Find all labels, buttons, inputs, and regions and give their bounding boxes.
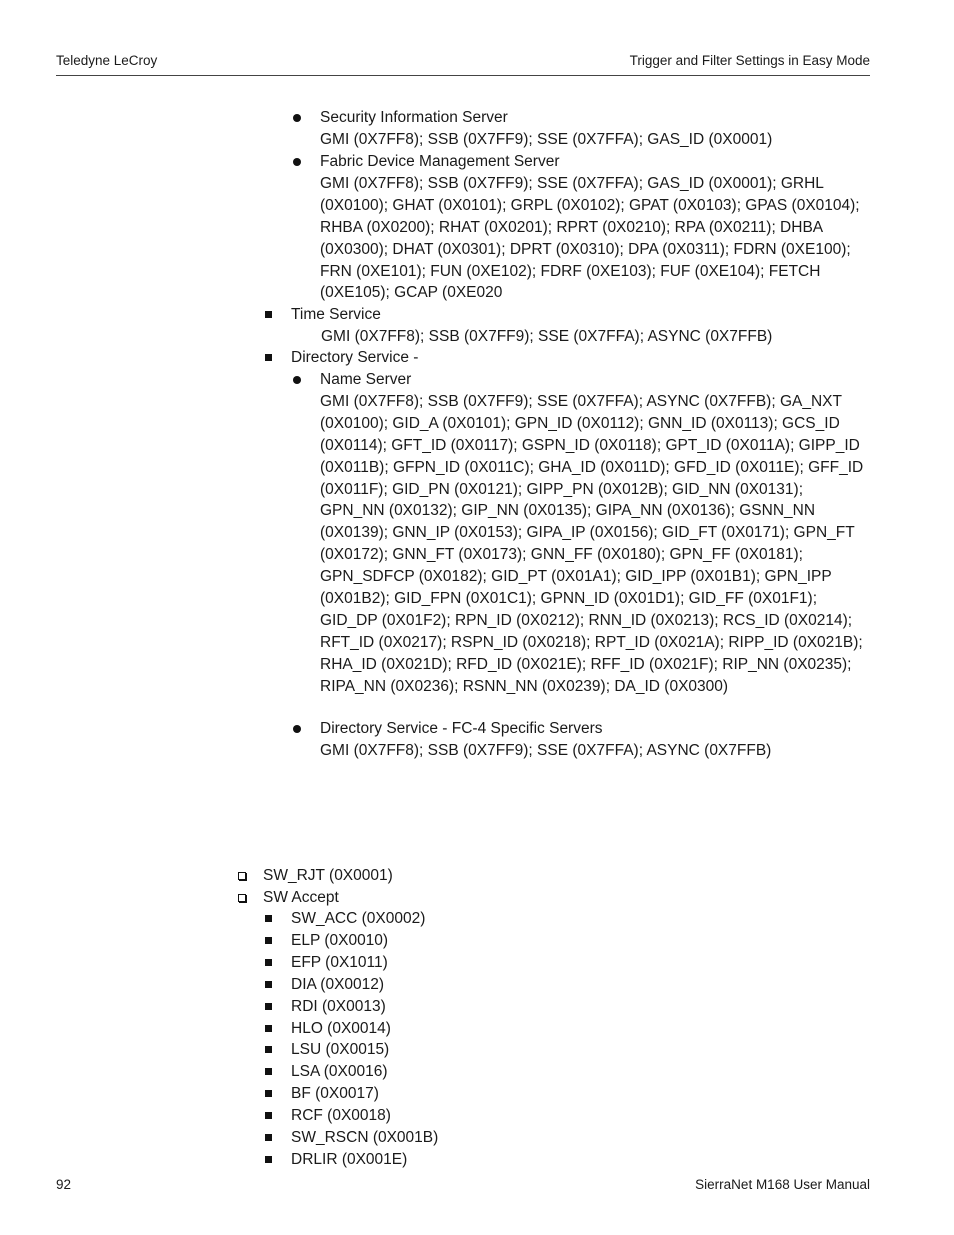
list-item: LSA (0X0016) — [291, 1061, 871, 1083]
header-section-title: Trigger and Filter Settings in Easy Mode — [629, 53, 870, 68]
item-title: Directory Service - — [291, 349, 419, 366]
bullet-square-icon — [265, 1090, 272, 1097]
list-item: RCF (0X0018) — [291, 1105, 871, 1127]
bullet-square-icon — [265, 937, 272, 944]
bullet-dot-icon — [293, 725, 301, 733]
item-title: Fabric Device Management Server — [320, 153, 560, 170]
item-codes: GMI (0X7FF8); SSB (0X7FF9); SSE (0X7FFA); GAS_ID (0X0001) — [320, 130, 773, 148]
list-item: ELP (0X0010) — [291, 930, 871, 952]
footer-manual-title: SierraNet M168 User Manual — [695, 1177, 870, 1192]
page-number: 92 — [56, 1177, 72, 1192]
security-server-item — [320, 107, 870, 151]
checkbox-bullet-icon — [238, 872, 246, 880]
bullet-dot-icon — [293, 158, 301, 166]
list-item: SW_RSCN (0X001B) — [291, 1127, 871, 1149]
item-codes: GMI (0X7FF8); SSB (0X7FF9); SSE (0X7FFA); ASYNC (0X7FFB); GA_NXT (0X0100); GID_A (0X0101); GPN_ID (0X0112); GNN_ID (0X0113); GCS_ID (0X0114); GFT_ID (0X0117); GSPN_ID (0X0118); GPT_ID (0X011A); GIPP_ID (0X011B); GFPN_ID (0X011C); GHA_ID (0X011D); GFD_ID (0X011E); GFF_ID (0X011F); GID_PN (0X0121); GIPP_PN (0X012B); GID_NN (0X0131); GPN_NN (0X0132); GIP_NN (0X0135); GIPA_NN (0X0136); GSNN_NN (0X0139); GNN_IP (0X0153); GIPA_IP (0X0156); GID_FT (0X0171); GPN_FT (0X0172); GNN_FT (0X0173); GNN_FF (0X0180); GPN_FF (0X0181); GPN_SDFCP (0X0182); GID_PT (0X01A1); GID_IPP (0X01B1); GPN_IPP (0X01B2); GID_FPN (0X01C1); GPNN_ID (0X01D1); GID_FF (0X01F1); GID_DP (0X01F2); RPN_ID (0X0212); RNN_ID (0X0213); RCS_ID (0X0214); RFT_ID (0X0217); RSPN_ID (0X0218); RPT_ID (0X021A); RIPP_ID (0X021B); RHA_ID (0X021D); RFD_ID (0X021E); RFF_ID (0X021F); RIP_NN (0X0235); RIPA_NN (0X0236); RSNN_NN (0X0239); DA_ID (0X0300) — [320, 392, 864, 695]
item-title: Security Information Server — [320, 109, 508, 126]
bullet-square-icon — [265, 311, 272, 318]
sw-rjt-item — [263, 865, 863, 887]
bullet-square-icon — [265, 915, 272, 922]
bullet-square-icon — [265, 354, 272, 361]
item-title: Time Service — [291, 306, 381, 323]
item-codes: GMI (0X7FF8); SSB (0X7FF9); SSE (0X7FFA); ASYNC (0X7FFB) — [320, 741, 772, 759]
fabric-server-item — [320, 151, 870, 304]
list-item: DIA (0X0012) — [291, 974, 871, 996]
bullet-square-icon — [265, 1046, 272, 1053]
bullet-square-icon — [265, 981, 272, 988]
bullet-square-icon — [265, 959, 272, 966]
name-server-item — [320, 369, 870, 698]
fc4-servers-item — [320, 718, 870, 762]
header-company: Teledyne LeCroy — [56, 53, 158, 68]
bullet-square-icon — [265, 1112, 272, 1119]
item-title: SW_RJT (0X0001) — [263, 867, 393, 884]
list-item: RDI (0X0013) — [291, 996, 871, 1018]
item-title: Directory Service - FC-4 Specific Servers — [320, 720, 603, 737]
bullet-dot-icon — [293, 114, 301, 122]
list-item: BF (0X0017) — [291, 1083, 871, 1105]
list-item: DRLIR (0X001E) — [291, 1149, 871, 1171]
item-title: SW Accept — [263, 889, 339, 906]
bullet-square-icon — [265, 1003, 272, 1010]
directory-service-item — [291, 347, 871, 369]
bullet-square-icon — [265, 1068, 272, 1075]
item-title: Name Server — [320, 371, 412, 388]
checkbox-bullet-icon — [238, 894, 246, 902]
item-codes: GMI (0X7FF8); SSB (0X7FF9); SSE (0X7FFA); GAS_ID (0X0001); GRHL (0X0100); GHAT (0X0101); GRPL (0X0102); GPAT (0X0103); GPAS (0X0104); RHBA (0X0200); RHAT (0X0201); RPRT (0X0210); RPA (0X0211); DHBA (0X0300); DHAT (0X0301); DPRT (0X0310); DPA (0X0311); FDRN (0XE100); FRN (0XE101); FUN (0XE102); FDRF (0XE103); FUF (0XE104); FETCH (0XE105); GCAP (0XE020 — [320, 174, 860, 302]
sw-accept-list — [291, 908, 871, 1171]
bullet-square-icon — [265, 1156, 272, 1163]
list-item: HLO (0X0014) — [291, 1018, 871, 1040]
item-codes: GMI (0X7FF8); SSB (0X7FF9); SSE (0X7FFA); ASYNC (0X7FFB) — [321, 327, 773, 345]
time-service-item — [291, 304, 871, 348]
list-item: SW_ACC (0X0002) — [291, 908, 871, 930]
list-item: EFP (0X1011) — [291, 952, 871, 974]
header-rule — [56, 75, 870, 76]
bullet-square-icon — [265, 1025, 272, 1032]
bullet-square-icon — [265, 1134, 272, 1141]
bullet-dot-icon — [293, 376, 301, 384]
sw-accept-item — [263, 887, 863, 909]
list-item: LSU (0X0015) — [291, 1039, 871, 1061]
